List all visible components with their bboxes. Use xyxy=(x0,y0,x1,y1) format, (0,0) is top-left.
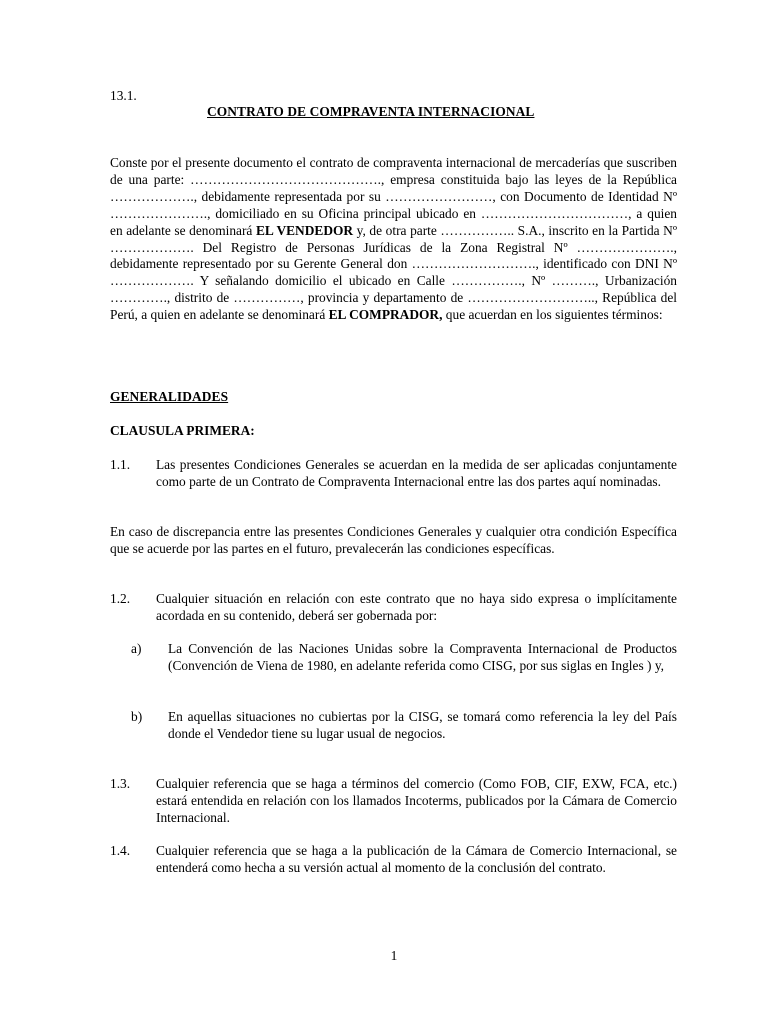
clause-heading: CLAUSULA PRIMERA: xyxy=(110,423,255,438)
subitem-label-a: a) xyxy=(131,641,142,656)
intro-text-3: que acuerdan en los siguientes términos: xyxy=(442,307,663,323)
subitem-label-b: b) xyxy=(131,709,143,724)
section-number: 13.1. xyxy=(110,88,137,103)
item-number-1-4: 1.4. xyxy=(110,843,131,858)
page-number: 1 xyxy=(390,948,398,963)
item-number-1-2: 1.2. xyxy=(110,591,131,606)
document-title: CONTRATO DE COMPRAVENTA INTERNACIONAL xyxy=(207,104,535,119)
discrepancy-paragraph: En caso de discrepancia entre las presentes Condiciones Generales y cualquier otra condición Específica que se acuerde por las partes en el futuro, prevalecerán las condiciones específicas. xyxy=(110,524,677,556)
item-text-1-1: Las presentes Condiciones Generales se acuerdan en la medida de ser aplicadas conjuntamente como parte de un Contrato de Compraventa Internacional entre las dos partes aquí nominadas. xyxy=(156,457,677,489)
item-text-1-4: Cualquier referencia que se haga a la publicación de la Cámara de Comercio Internacional, se entenderá como hecha a su versión actual al momento de la conclusión del contrato. xyxy=(156,843,677,875)
intro-text-1: Conste por el presente documento el contrato de compraventa internacional de mercaderías que suscriben de una parte: ……………………………………., empresa constituida bajo las leyes de la República ………………., debidamente representada por su ……………………, con Documento de Identidad Nº …………………., domiciliado en su Oficina principal ubicado en ……………………………, a quien en adelante se denominará xyxy=(110,155,677,238)
buyer-term: EL COMPRADOR, xyxy=(328,307,443,323)
item-text-1-2: Cualquier situación en relación con este contrato que no haya sido expresa o implícitamente acordada en su contenido, deberá ser gobernada por: xyxy=(156,591,677,623)
subitem-text-b: En aquellas situaciones no cubiertas por la CISG, se tomará como referencia la ley del País donde el Vendedor tiene su lugar usual de negocios. xyxy=(168,709,677,741)
subitem-text-a: La Convención de las Naciones Unidas sobre la Compraventa Internacional de Productos (Convención de Viena de 1980, en adelante referida como CISG, por sus siglas en Ingles ) y, xyxy=(168,641,677,673)
intro-text-2: y, de otra parte …………….. S.A., inscrito en la Partida Nº ………………. Del Registro de Personas Jurídicas de la Zona Registral Nº …………………., debidamente representado por su Gerente General don ………………………., identificado con DNI Nº ………………. Y señalando domicilio el ubicado en Calle ……………., Nº ………., Urbanización …………., distrito de ……………, provincia y departamento de ……………………….., República del Perú, a quien en adelante se denominará xyxy=(110,222,677,323)
seller-term: EL VENDEDOR xyxy=(255,222,354,238)
intro-paragraph xyxy=(110,155,677,324)
item-number-1-1: 1.1. xyxy=(110,457,131,472)
item-number-1-3: 1.3. xyxy=(110,776,131,791)
section-heading-generalidades: GENERALIDADES xyxy=(110,389,229,404)
item-text-1-3: Cualquier referencia que se haga a términos del comercio (Como FOB, CIF, EXW, FCA, etc.) estará entendida en relación con los llamados Incoterms, publicados por la Cámara de Comercio Internacional. xyxy=(156,776,677,825)
